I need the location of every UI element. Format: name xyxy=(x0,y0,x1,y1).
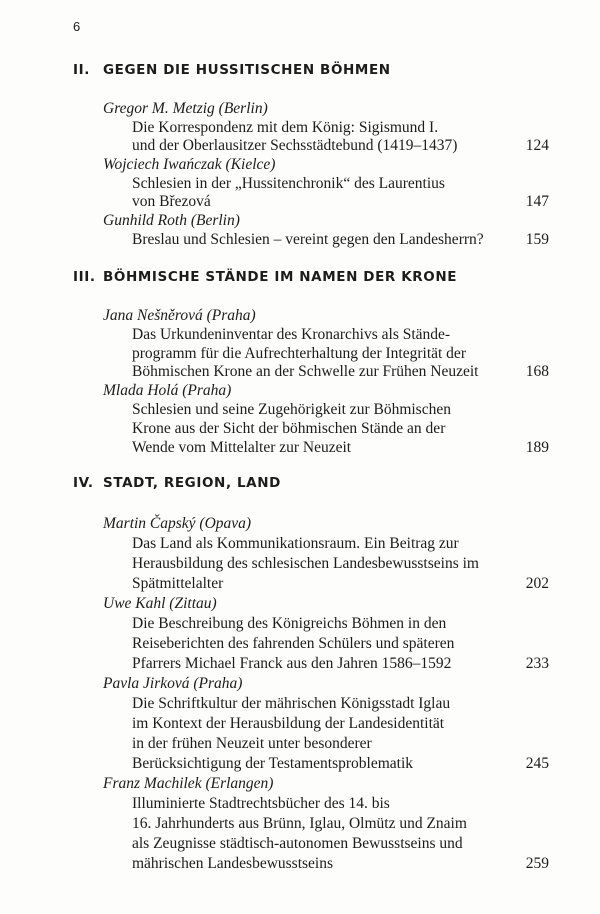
toc-entry xyxy=(0,382,600,457)
entry-page-number: 202 xyxy=(525,575,549,592)
entry-title-line: 16. Jahrhunderts aus Brünn, Iglau, Olmütz und Znaim xyxy=(132,815,467,832)
entry-title-line: Schlesien in der „Hussitenchronik“ des Laurentius xyxy=(132,174,445,192)
toc-entry xyxy=(0,100,600,156)
entry-title-line: Breslau und Schlesien – vereint gegen den Landesherrn? xyxy=(132,230,484,248)
entry-page-number: 124 xyxy=(525,137,549,155)
entry-author: Franz Machilek (Erlangen) xyxy=(103,775,274,792)
section-numeral: III. xyxy=(73,269,96,285)
entry-author: Pavla Jirková (Praha) xyxy=(103,675,243,692)
entry-title-line: im Kontext der Herausbildung der Landesidentität xyxy=(132,715,445,732)
entry-title-line: Krone aus der Sicht der böhmischen Stände an der xyxy=(132,419,446,437)
toc-entry xyxy=(0,774,600,874)
entry-title-line: in der frühen Neuzeit unter besonderer xyxy=(132,735,372,752)
section-heading xyxy=(73,475,281,491)
entry-author: Martin Čapský (Opava) xyxy=(103,515,252,532)
entry-title-line: Wende vom Mittelalter zur Neuzeit xyxy=(132,438,352,456)
section-heading xyxy=(73,269,457,285)
section-heading xyxy=(73,62,391,78)
entry-title-line: Die Korrespondenz mit dem König: Sigismund I. xyxy=(132,118,439,136)
entry-title-line: und der Oberlausitzer Sechsstädtebund (1419–1437) xyxy=(132,137,458,155)
section-title: BÖHMISCHE STÄNDE IM NAMEN DER KRONE xyxy=(103,269,458,285)
entry-page-number: 259 xyxy=(525,855,549,872)
entry-title-line: Die Beschreibung des Königreichs Böhmen in den xyxy=(132,615,447,632)
entry-title-line: Die Schriftkultur der mährischen Königsstadt Iglau xyxy=(132,695,451,712)
entry-title-line: programm für die Aufrechterhaltung der Integrität der xyxy=(132,344,466,362)
section-numeral: IV. xyxy=(73,475,94,491)
toc-entry xyxy=(0,212,600,249)
entry-author: Jana Nešněrová (Praha) xyxy=(103,307,256,324)
toc-entry xyxy=(0,514,600,594)
section-title: GEGEN DIE HUSSITISCHEN BÖHMEN xyxy=(103,62,391,78)
entry-title-line: Herausbildung des schlesischen Landesbewusstseins im xyxy=(132,555,479,572)
entry-author: Uwe Kahl (Zittau) xyxy=(103,595,217,612)
entry-title-line: Reiseberichten des fahrenden Schülers und späteren xyxy=(132,635,455,652)
entry-page-number: 245 xyxy=(525,755,549,772)
entry-title-line: Illuminierte Stadtrechtsbücher des 14. bis xyxy=(132,795,390,812)
entry-page-number: 159 xyxy=(525,230,549,248)
entry-author: Mlada Holá (Praha) xyxy=(103,382,232,400)
toc-entry xyxy=(0,156,600,212)
entry-title-line: von Březová xyxy=(132,193,211,211)
entry-title-line: Das Land als Kommunikationsraum. Ein Beitrag zur xyxy=(132,535,459,552)
entry-title-line: mährischen Landesbewusstseins xyxy=(132,855,334,872)
entry-title-line: Das Urkundeninventar des Kronarchivs als Stände- xyxy=(132,325,451,343)
entry-title-line: Berücksichtigung der Testamentsproblematik xyxy=(132,755,414,772)
toc-entry xyxy=(0,674,600,774)
entry-title-line: Schlesien und seine Zugehörigkeit zur Böhmischen xyxy=(132,400,451,418)
entry-page-number: 168 xyxy=(525,363,549,381)
entry-title-line: als Zeugnisse städtisch-autonomen Bewusstseins und xyxy=(132,835,463,852)
entry-title-line: Spätmittelalter xyxy=(132,575,224,592)
toc-entry xyxy=(0,594,600,674)
section-title: STADT, REGION, LAND xyxy=(103,475,281,491)
entry-author: Gunhild Roth (Berlin) xyxy=(103,212,240,230)
entry-author: Gregor M. Metzig (Berlin) xyxy=(103,100,268,117)
toc-entry xyxy=(0,307,600,382)
entry-page-number: 233 xyxy=(525,655,549,672)
entry-title-line: Pfarrers Michael Franck aus den Jahren 1586–1592 xyxy=(132,655,452,672)
page-number: 6 xyxy=(73,19,81,34)
section-numeral: II. xyxy=(73,62,90,78)
entry-page-number: 189 xyxy=(525,438,549,456)
entry-page-number: 147 xyxy=(525,193,549,211)
entry-author: Wojciech Iwańczak (Kielce) xyxy=(103,156,276,174)
entry-title-line: Böhmischen Krone an der Schwelle zur Frühen Neuzeit xyxy=(132,363,479,381)
